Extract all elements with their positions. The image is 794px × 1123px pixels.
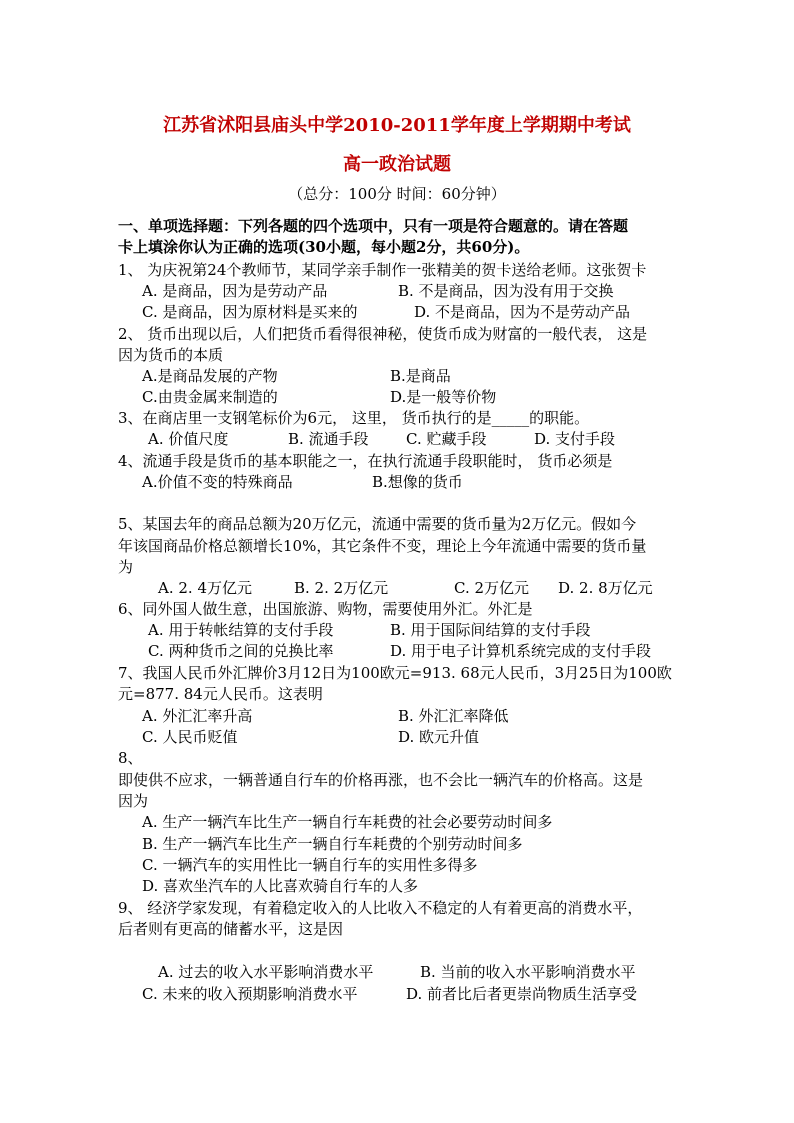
q2-option-b: B.是商品 bbox=[390, 367, 451, 385]
q2-stem-line1: 2、 货币出现以后，人们把货币看得很神秘，使货币成为财富的一般代表， 这是 bbox=[118, 325, 648, 343]
q3-option-a: A. 价值尺度 bbox=[148, 430, 229, 448]
q7-option-c: C. 人民币贬值 bbox=[142, 728, 238, 746]
section-header-line2: 卡上填涂你认为正确的选项(30小题，每小题2分，共60分)。 bbox=[118, 238, 530, 256]
q1-option-b: B. 不是商品，因为没有用于交换 bbox=[398, 282, 614, 300]
section-header-line1: 一、单项选择题：下列各题的四个选项中，只有一项是符合题意的。请在答题 bbox=[118, 217, 629, 235]
q9-option-c: C. 未来的收入预期影响消费水平 bbox=[142, 985, 358, 1003]
exam-title: 江苏省沭阳县庙头中学2010-2011学年度上学期期中考试 bbox=[163, 115, 631, 136]
q9-option-b: B. 当前的收入水平影响消费水平 bbox=[420, 963, 636, 981]
q4-option-b: B.想像的货币 bbox=[372, 473, 463, 491]
q8-stem-line1: 即使供不应求，一辆普通自行车的价格再涨，也不会比一辆汽车的价格高。这是 bbox=[118, 771, 644, 789]
exam-subtitle: 高一政治试题 bbox=[343, 154, 451, 175]
q6-option-b: B. 用于国际间结算的支付手段 bbox=[390, 621, 591, 639]
q2-option-c: C.由贵金属来制造的 bbox=[142, 388, 278, 406]
q5-stem-line2: 年该国商品价格总额增长10%，其它条件不变，理论上今年流通中需要的货币量 bbox=[118, 537, 647, 555]
q1-option-a: A. 是商品，因为是劳动产品 bbox=[142, 282, 328, 300]
q3-stem: 3、在商店里一支钢笔标价为6元， 这里， 货币执行的是_____的职能。 bbox=[118, 409, 590, 427]
q5-stem-line3: 为 bbox=[118, 558, 134, 576]
q4-stem: 4、流通手段是货币的基本职能之一，在执行流通手段职能时， 货币必须是 bbox=[118, 452, 613, 470]
q8-option-a: A. 生产一辆汽车比生产一辆自行车耗费的社会必要劳动时间多 bbox=[142, 813, 553, 831]
q1-option-c: C. 是商品，因为原材料是买来的 bbox=[142, 303, 358, 321]
q5-option-a: A. 2. 4万亿元 bbox=[158, 579, 252, 597]
exam-meta: （总分：100分 时间：60分钟） bbox=[288, 185, 506, 203]
q5-option-d: D. 2. 8万亿元 bbox=[558, 579, 653, 597]
q7-option-b: B. 外汇汇率降低 bbox=[398, 707, 509, 725]
q7-option-d: D. 欧元升值 bbox=[398, 728, 480, 746]
q8-number: 8、 bbox=[118, 749, 143, 767]
q6-option-a: A. 用于转帐结算的支付手段 bbox=[148, 621, 334, 639]
q7-stem-line2: 元=877. 84元人民币。这表明 bbox=[118, 685, 323, 703]
q6-option-c: C. 两种货币之间的兑换比率 bbox=[148, 642, 334, 660]
q8-option-b: B. 生产一辆汽车比生产一辆自行车耗费的个别劳动时间多 bbox=[142, 835, 523, 853]
q3-option-b: B. 流通手段 bbox=[288, 430, 369, 448]
q8-option-c: C. 一辆汽车的实用性比一辆自行车的实用性多得多 bbox=[142, 856, 478, 874]
q3-option-d: D. 支付手段 bbox=[534, 430, 616, 448]
q3-option-c: C. 贮藏手段 bbox=[406, 430, 487, 448]
q2-option-d: D.是一般等价物 bbox=[390, 388, 497, 406]
q9-option-a: A. 过去的收入水平影响消费水平 bbox=[158, 963, 374, 981]
q9-option-d: D. 前者比后者更崇尚物质生活享受 bbox=[406, 985, 638, 1003]
q8-option-d: D. 喜欢坐汽车的人比喜欢骑自行车的人多 bbox=[142, 877, 419, 895]
q6-option-d: D. 用于电子计算机系统完成的支付手段 bbox=[390, 642, 652, 660]
q4-option-a: A.价值不变的特殊商品 bbox=[142, 473, 293, 491]
q2-option-a: A.是商品发展的产物 bbox=[142, 367, 278, 385]
q9-stem-line2: 后者则有更高的储蓄水平，这是因 bbox=[118, 920, 344, 938]
q5-stem-line1: 5、某国去年的商品总额为20万亿元，流通中需要的货币量为2万亿元。假如今 bbox=[118, 515, 637, 533]
q1-stem: 1、 为庆祝第24个教师节，某同学亲手制作一张精美的贺卡送给老师。这张贺卡 bbox=[118, 261, 647, 279]
q6-stem: 6、同外国人做生意，出国旅游、购物，需要使用外汇。外汇是 bbox=[118, 600, 533, 618]
q1-option-d: D. 不是商品，因为不是劳动产品 bbox=[414, 303, 631, 321]
q8-stem-line2: 因为 bbox=[118, 792, 149, 810]
q7-stem-line1: 7、我国人民币外汇牌价3月12日为100欧元=913. 68元人民币，3月25日为100欧 bbox=[118, 664, 672, 682]
q5-option-b: B. 2. 2万亿元 bbox=[294, 579, 389, 597]
q9-stem-line1: 9、 经济学家发现，有着稳定收入的人比收入不稳定的人有着更高的消费水平， bbox=[118, 899, 643, 917]
q2-stem-line2: 因为货币的本质 bbox=[118, 346, 224, 364]
q5-option-c: C. 2万亿元 bbox=[454, 579, 530, 597]
q7-option-a: A. 外汇汇率升高 bbox=[142, 707, 253, 725]
